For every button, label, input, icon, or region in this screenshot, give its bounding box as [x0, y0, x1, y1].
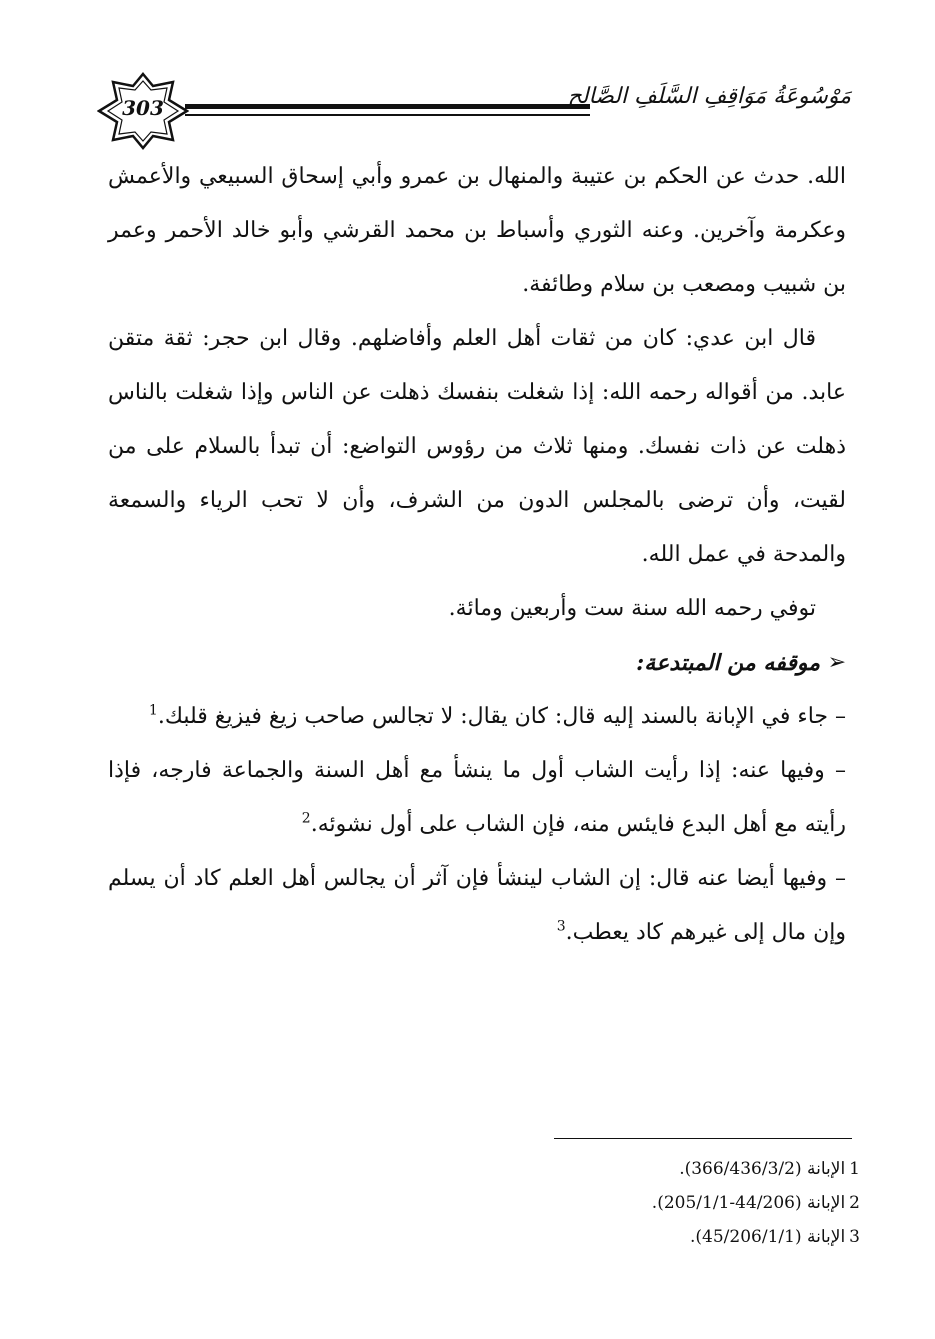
- footnote: [500, 1186, 860, 1220]
- footnote-ref[interactable]: 1: [148, 702, 158, 719]
- section-heading-text: موقفه من المبتدعة:: [636, 650, 820, 676]
- footnote-ref[interactable]: 3: [556, 918, 566, 935]
- section-heading: [108, 636, 846, 690]
- footnotes: [500, 1152, 860, 1254]
- quote-paragraph: [108, 852, 846, 960]
- quote-paragraph: [108, 744, 846, 852]
- book-title: مَوْسُوعَةُ مَوَاقِفِ السَّلَفِ الصَّالِح: [567, 84, 851, 109]
- footnote-number: 1: [849, 1159, 860, 1179]
- quote-paragraph: [108, 690, 846, 744]
- footnote-text: الإبانة (44/206-205/1/1).: [651, 1193, 846, 1213]
- header-rule: [185, 104, 590, 109]
- footnote-number: 3: [849, 1227, 860, 1247]
- arrow-bullet-icon: ➢: [827, 650, 846, 675]
- footnote: [500, 1152, 860, 1186]
- body-paragraph: قال ابن عدي: كان من ثقات أهل العلم وأفاضلهم. وقال ابن حجر: ثقة متقن عابد. من أقواله رحمه الله: إذا شغلت بنفسك ذهلت عن الناس وإذا شغلت بالناس ذهلت عن ذات نفسك. ومنها ثلاث من رؤوس التواضع: أن تبدأ بالسلام على من لقيت، وأن ترضى بالمجلس الدون من الشرف، وأن لا تحب الرياء والسمعة والمدحة في عمل الله.: [108, 326, 846, 567]
- quote-text: – جاء في الإبانة بالسند إليه قال: كان يقال: لا تجالس صاحب زيغ فيزيغ قلبك.: [157, 704, 846, 729]
- page-number: 303: [122, 96, 164, 120]
- page-header: [95, 72, 851, 152]
- footnote-text: الإبانة (45/206/1/1).: [690, 1227, 846, 1247]
- page-body: [108, 150, 846, 960]
- body-paragraph: توفي رحمه الله سنة ست وأربعين ومائة.: [448, 596, 816, 621]
- footnote-number: 2: [849, 1193, 860, 1213]
- quote-text: – وفيها أيضا عنه قال: إن الشاب لينشأ فإن آثر أن يجالس أهل العلم كاد أن يسلم وإن مال إلى غيرهم كاد يعطب.: [108, 866, 846, 945]
- body-paragraph: الله. حدث عن الحكم بن عتيبة والمنهال بن عمرو وأبي إسحاق السبيعي والأعمش وعكرمة وآخرين. وعنه الثوري وأسباط بن محمد القرشي وأبو خالد الأحمر وعمر بن شبيب ومصعب بن سلام وطائفة.: [108, 164, 846, 297]
- footnote: [500, 1220, 860, 1254]
- footnote-text: الإبانة (366/436/3/2).: [679, 1159, 846, 1179]
- header-rule-thin: [185, 114, 590, 116]
- quote-text: – وفيها عنه: إذا رأيت الشاب أول ما ينشأ مع أهل السنة والجماعة فارجه، فإذا رأيته مع أهل البدع فايئس منه، فإن الشاب على أول نشوئه.: [108, 758, 846, 837]
- footnote-separator: [554, 1138, 852, 1139]
- footnote-ref[interactable]: 2: [301, 810, 311, 827]
